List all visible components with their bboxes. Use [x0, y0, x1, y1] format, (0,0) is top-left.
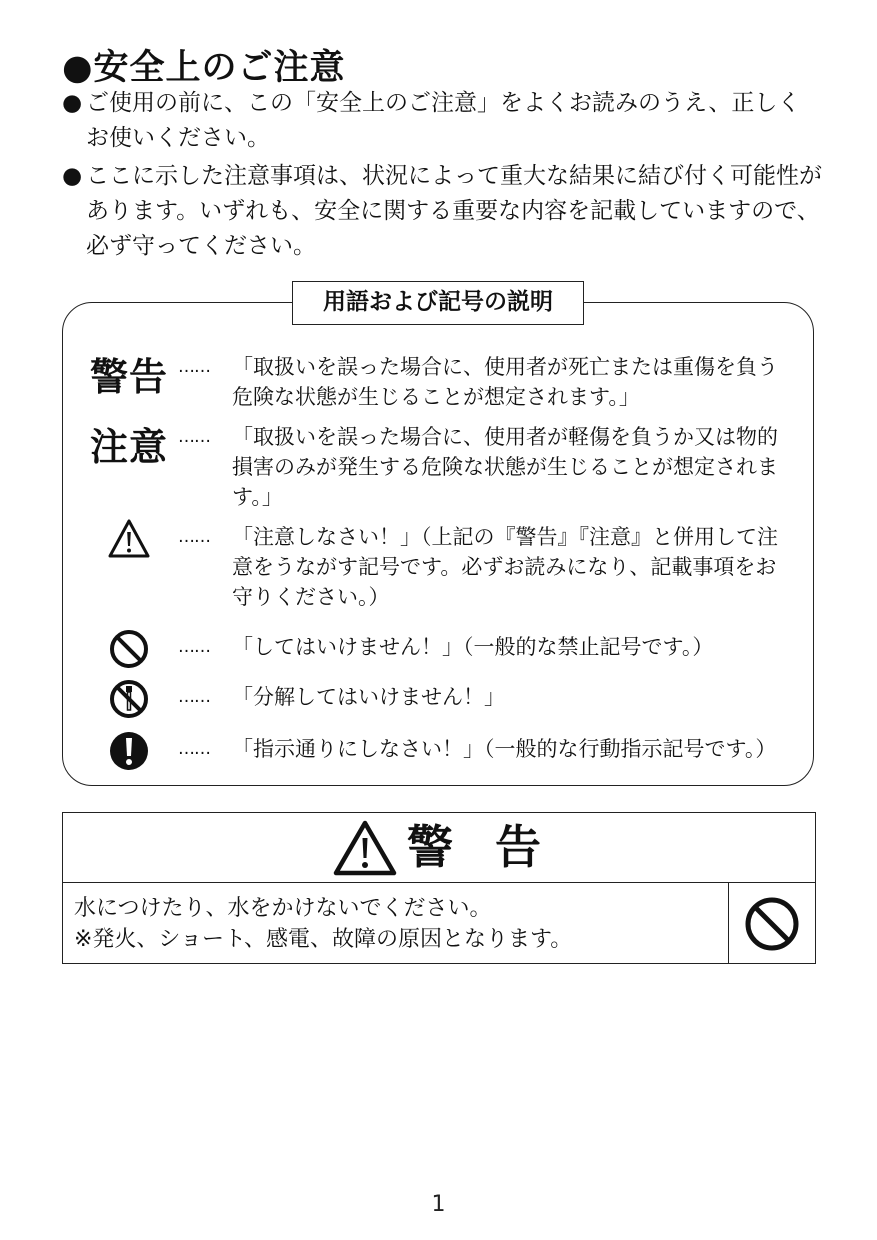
legend-text: 「してはいけません！」（一般的な禁止記号です。） — [232, 635, 714, 659]
warning-text — [63, 883, 729, 963]
warning-line: ※発火、ショート、感電、故障の原因となります。 — [74, 927, 573, 952]
page-number: 1 — [431, 1192, 446, 1217]
warning-heading: 警告 — [407, 820, 583, 874]
legend-text: 「注意しなさい！」（上記の『警告』『注意』と併用して注意をうながす記号です。必ずお読みになり、記載事項をお守りください。） — [232, 525, 778, 609]
intro-item — [62, 86, 822, 156]
bullet: ● — [62, 163, 83, 189]
leader-dots: …… — [178, 357, 210, 377]
leader-dots: …… — [178, 427, 210, 447]
caution-triangle-icon — [108, 518, 150, 560]
page-title: ●安全上のご注意 — [62, 48, 346, 88]
no-disassembly-icon — [108, 678, 150, 720]
leader-dots: …… — [178, 637, 210, 657]
bullet: ● — [62, 90, 83, 116]
legend-text: 「取扱いを誤った場合に、使用者が死亡または重傷を負う危険な状態が生じることが想定されます。」 — [232, 355, 778, 409]
intro-item — [62, 159, 822, 264]
intro-text: ここに示した注意事項は、状況によって重大な結果に結び付く可能性があります。いずれも、安全に関する重要な内容を記載していますので、必ず守ってください。 — [86, 163, 822, 259]
leader-dots: …… — [178, 527, 210, 547]
mandatory-action-icon — [108, 730, 150, 772]
legend-text: 「取扱いを誤った場合に、使用者が軽傷を負うか又は物的損害のみが発生する危険な状態が生じることが想定されます。」 — [232, 425, 778, 509]
legend-text: 「指示通りにしなさい！」（一般的な行動指示記号です。） — [232, 737, 777, 761]
leader-dots: …… — [178, 739, 210, 759]
warning-line: 水につけたり、水をかけないでください。 — [74, 896, 492, 921]
legend-title: 用語および記号の説明 — [292, 281, 584, 325]
intro-text: ご使用の前に、この「安全上のご注意」をよくお読みのうえ、正しくお使いください。 — [86, 90, 801, 151]
leader-dots: …… — [178, 687, 210, 707]
prohibition-icon — [108, 628, 150, 670]
intro-list — [62, 86, 822, 267]
warning-box — [62, 812, 816, 964]
warning-label: 警告 — [90, 355, 169, 399]
caution-label: 注意 — [90, 425, 169, 469]
warning-header — [63, 813, 815, 883]
prohibition-icon — [743, 895, 801, 953]
caution-triangle-icon — [333, 819, 397, 877]
legend-text: 「分解してはいけません！」 — [232, 685, 505, 709]
